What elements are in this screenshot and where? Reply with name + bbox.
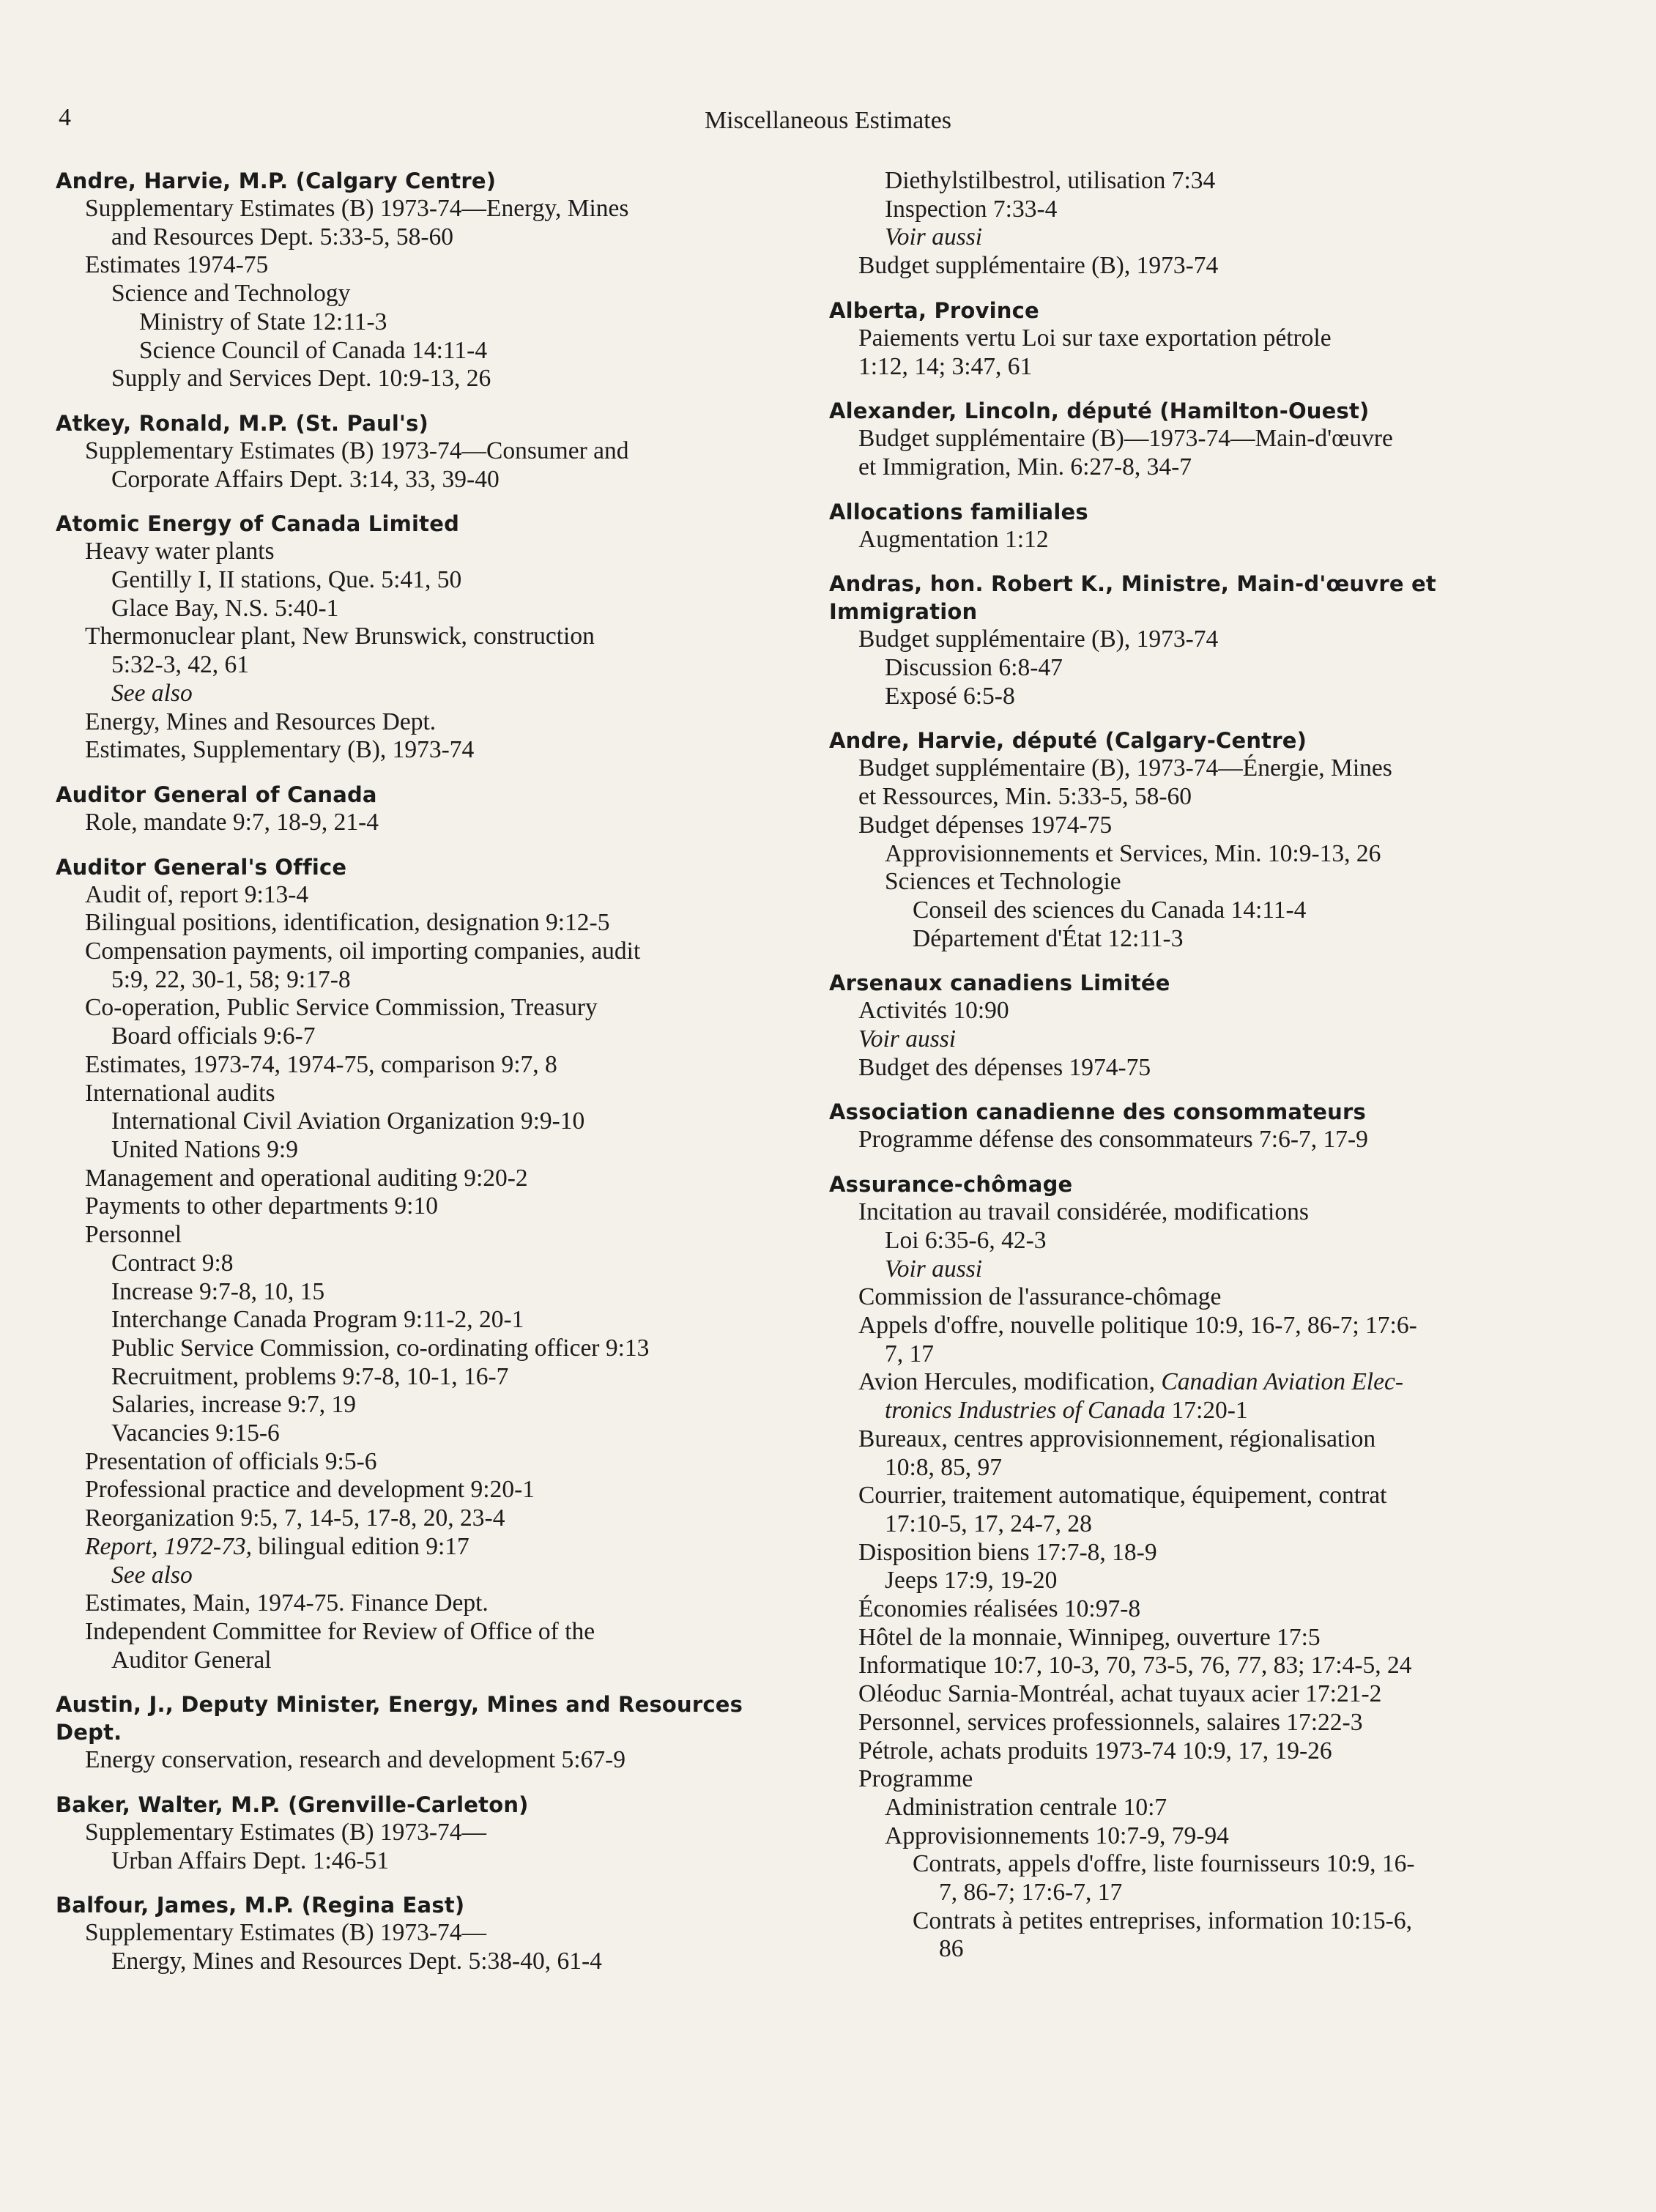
index-line: See also [111,1561,193,1589]
index-entry [53,853,807,1675]
index-line: Increase 9:7-8, 10, 15 [111,1277,325,1305]
index-line: 7, 17 [885,1340,934,1367]
index-line: Personnel, services professionnels, salaires 17:22-3 [858,1708,1363,1736]
index-line: Disposition biens 17:7-8, 18-9 [858,1538,1157,1566]
index-line: Bilingual positions, identification, designation 9:12-5 [85,909,610,937]
right-column [826,167,1573,1980]
index-line: 7, 86-7; 17:6-7, 17 [939,1879,1123,1907]
index-entry [53,510,807,765]
index-line: Avion Hercules, modification, Canadian Aviation Elec- [858,1368,1403,1396]
index-line: Budget dépenses 1974-75 [858,811,1113,839]
continued-entry [826,167,1573,281]
index-line: International Civil Aviation Organization 9:9-10 [111,1107,585,1135]
index-line: Approvisionnements et Services, Min. 10:9-13, 26 [885,839,1381,867]
index-line: Vacancies 9:15-6 [111,1419,280,1447]
italic-title: Canadian Aviation Elec- [1161,1368,1403,1396]
index-line: Jeeps 17:9, 19-20 [885,1567,1058,1595]
index-entry [53,1791,807,1875]
italic-title: tronics Industries of Canada [885,1397,1166,1425]
index-line: Role, mandate 9:7, 18-9, 21-4 [85,808,379,836]
index-line: Independent Committee for Review of Office of the [85,1617,595,1645]
index-line: Courrier, traitement automatique, équipement, contrat [858,1482,1387,1510]
index-line: Supplementary Estimates (B) 1973-74—Energy, Mines [85,195,629,222]
entry-heading: Baker, Walter, M.P. (Grenville-Carleton) [56,1792,529,1818]
index-line: Appels d'offre, nouvelle politique 10:9, 16-7, 86-7; 17:6- [858,1311,1417,1339]
index-line: Estimates 1974-75 [85,251,269,279]
index-line: 17:10-5, 17, 24-7, 28 [885,1510,1092,1537]
index-line: Exposé 6:5-8 [885,682,1015,710]
index-line: Programme [858,1765,973,1793]
index-line: Glace Bay, N.S. 5:40-1 [111,594,339,622]
page-number: 4 [59,104,71,131]
index-line: Estimates, Main, 1974-75. Finance Dept. [85,1589,489,1617]
entry-heading: Balfour, James, M.P. (Regina East) [56,1893,465,1918]
index-line: United Nations 9:9 [111,1135,298,1163]
index-line: 86 [939,1935,964,1963]
index-line: Compensation payments, oil importing companies, audit [85,938,641,965]
entry-heading: Alexander, Lincoln, député (Hamilton-Ouest) [829,398,1370,424]
index-line: Supplementary Estimates (B) 1973-74—Consumer and [85,437,629,464]
index-line: Inspection 7:33-4 [885,195,1058,223]
index-line: Économies réalisées 10:97-8 [858,1595,1141,1623]
index-line: Voir aussi [885,223,983,251]
index-line: Personnel [85,1221,182,1249]
index-line: Budget des dépenses 1974-75 [858,1053,1151,1081]
index-line: Oléoduc Sarnia-Montréal, achat tuyaux acier 17:21-2 [858,1680,1382,1708]
index-line: Science Council of Canada 14:11-4 [139,336,488,364]
index-line: et Immigration, Min. 6:27-8, 34-7 [858,453,1192,480]
index-line: Hôtel de la monnaie, Winnipeg, ouverture 17:5 [858,1623,1321,1651]
index-line: Contract 9:8 [111,1249,234,1277]
index-line: Urban Affairs Dept. 1:46-51 [111,1847,389,1874]
entry-heading: Assurance-chômage [829,1172,1073,1198]
index-line: Presentation of officials 9:5-6 [85,1447,377,1475]
entry-heading: Auditor General's Office [56,854,347,880]
index-entry [53,1891,807,1975]
index-entry [826,397,1573,481]
index-line: Supplementary Estimates (B) 1973-74— [85,1819,487,1847]
index-line: Gentilly I, II stations, Que. 5:41, 50 [111,566,462,594]
index-line: Auditor General [111,1646,272,1674]
index-line: Diethylstilbestrol, utilisation 7:34 [885,167,1216,194]
index-line: Estimates, 1973-74, 1974-75, comparison 9:7, 8 [85,1050,557,1078]
index-entry [53,409,807,494]
index-entry [826,969,1573,1082]
entry-heading: Andre, Harvie, M.P. (Calgary Centre) [56,168,497,193]
index-line: et Ressources, Min. 5:33-5, 58-60 [858,783,1192,811]
index-entry [53,167,807,393]
index-line: Public Service Commission, co-ordinating officer 9:13 [111,1334,650,1362]
index-line: Discussion 6:8-47 [885,654,1063,682]
index-line: Commission de l'assurance-chômage [858,1283,1222,1311]
entry-heading: Alberta, Province [829,297,1039,323]
index-line: and Resources Dept. 5:33-5, 58-60 [111,223,454,250]
index-line: Paiements vertu Loi sur taxe exportation pétrole [858,324,1332,352]
index-entry [826,1098,1573,1154]
index-entry [826,297,1573,381]
index-line: Interchange Canada Program 9:11-2, 20-1 [111,1306,524,1334]
index-line: Management and operational auditing 9:20-2 [85,1164,528,1192]
index-line: Heavy water plants [85,538,275,565]
running-title: Miscellaneous Estimates [704,107,952,134]
entry-heading: Auditor General of Canada [56,782,377,807]
index-line: Contrats, appels d'offre, liste fournisseurs 10:9, 16- [913,1850,1415,1878]
index-line: Energy, Mines and Resources Dept. 5:38-40, 61-4 [111,1948,602,1975]
page-header [0,104,1656,142]
entry-heading: Arsenaux canadiens Limitée [829,970,1170,996]
index-line: 1:12, 14; 3:47, 61 [858,352,1033,380]
entry-heading: Association canadienne des consommateurs [829,1099,1366,1125]
entry-heading: Allocations familiales [829,499,1088,524]
index-line: Voir aussi [858,1025,957,1053]
index-line: Pétrole, achats produits 1973-74 10:9, 17, 19-26 [858,1737,1332,1764]
index-entry [53,781,807,837]
index-line: Supply and Services Dept. 10:9-13, 26 [111,365,491,393]
index-line: Loi 6:35-6, 42-3 [885,1226,1047,1254]
index-line: Energy conservation, research and development 5:67-9 [85,1746,625,1774]
index-line: Budget supplémentaire (B), 1973-74—Énergie, Mines [858,754,1392,782]
index-line: Board officials 9:6-7 [111,1023,316,1050]
index-line: Payments to other departments 9:10 [85,1192,438,1220]
index-line: Ministry of State 12:11-3 [139,308,387,335]
index-line: International audits [85,1079,275,1107]
index-line: Conseil des sciences du Canada 14:11-4 [913,896,1307,924]
italic-title: Report, 1972-73, [85,1532,252,1560]
index-line: Programme défense des consommateurs 7:6-7, 17-9 [858,1126,1368,1154]
index-line: Thermonuclear plant, New Brunswick, construction [85,623,595,650]
index-line: Voir aussi [885,1255,983,1283]
index-line: Corporate Affairs Dept. 3:14, 33, 39-40 [111,465,500,493]
entry-heading: Atkey, Ronald, M.P. (St. Paul's) [56,410,428,436]
index-line: Bureaux, centres approvisionnement, régionalisation [858,1425,1376,1452]
index-line: 5:9, 22, 30-1, 58; 9:17-8 [111,965,351,993]
index-line: 5:32-3, 42, 61 [111,651,249,679]
index-line: Contrats à petites entreprises, information 10:15-6, [913,1907,1412,1934]
index-entry [826,570,1573,710]
index-line: Augmentation 1:12 [858,525,1049,553]
index-line: Budget supplémentaire (B)—1973-74—Main-d'œuvre [858,425,1393,453]
index-line: Co-operation, Public Service Commission, Treasury [85,994,598,1022]
index-line: Incitation au travail considérée, modifications [858,1198,1309,1226]
entry-heading: Atomic Energy of Canada Limited [56,511,460,537]
index-line: Activités 10:90 [858,997,1009,1025]
index-line: Supplementary Estimates (B) 1973-74— [85,1919,487,1947]
index-line: Report, 1972-73, bilingual edition 9:17 [85,1532,469,1560]
entry-heading: Austin, J., Deputy Minister, Energy, Mines and Resources Dept. [56,1692,743,1745]
index-line: tronics Industries of Canada 17:20-1 [885,1397,1248,1425]
index-line: Audit of, report 9:13-4 [85,880,309,908]
index-line: See also [111,679,193,707]
index-line: 10:8, 85, 97 [885,1453,1003,1481]
index-line: Reorganization 9:5, 7, 14-5, 17-8, 20, 23-4 [85,1504,505,1532]
entry-heading: Andre, Harvie, député (Calgary-Centre) [829,728,1307,754]
index-entry [826,498,1573,554]
index-line: Informatique 10:7, 10-3, 70, 73-5, 76, 77, 83; 17:4-5, 24 [858,1652,1412,1680]
left-column [53,167,807,1992]
index-line: Professional practice and development 9:20-1 [85,1476,535,1504]
index-line: Salaries, increase 9:7, 19 [111,1391,356,1419]
index-line: Energy, Mines and Resources Dept. [85,708,437,735]
index-line: Budget supplémentaire (B), 1973-74 [858,626,1219,653]
index-entry [826,727,1573,953]
index-line: Recruitment, problems 9:7-8, 10-1, 16-7 [111,1362,509,1390]
index-line: Département d'État 12:11-3 [913,924,1184,952]
index-line: Approvisionnements 10:7-9, 79-94 [885,1822,1229,1849]
index-line: Science and Technology [111,280,351,308]
index-line: Administration centrale 10:7 [885,1793,1167,1821]
index-entry [826,1170,1573,1964]
index-line: Estimates, Supplementary (B), 1973-74 [85,736,475,764]
entry-heading: Andras, hon. Robert K., Ministre, Main-d'œuvre et Immigration [829,571,1436,625]
index-line: Budget supplémentaire (B), 1973-74 [858,252,1219,280]
index-line: Sciences et Technologie [885,868,1121,896]
index-entry [53,1690,807,1775]
